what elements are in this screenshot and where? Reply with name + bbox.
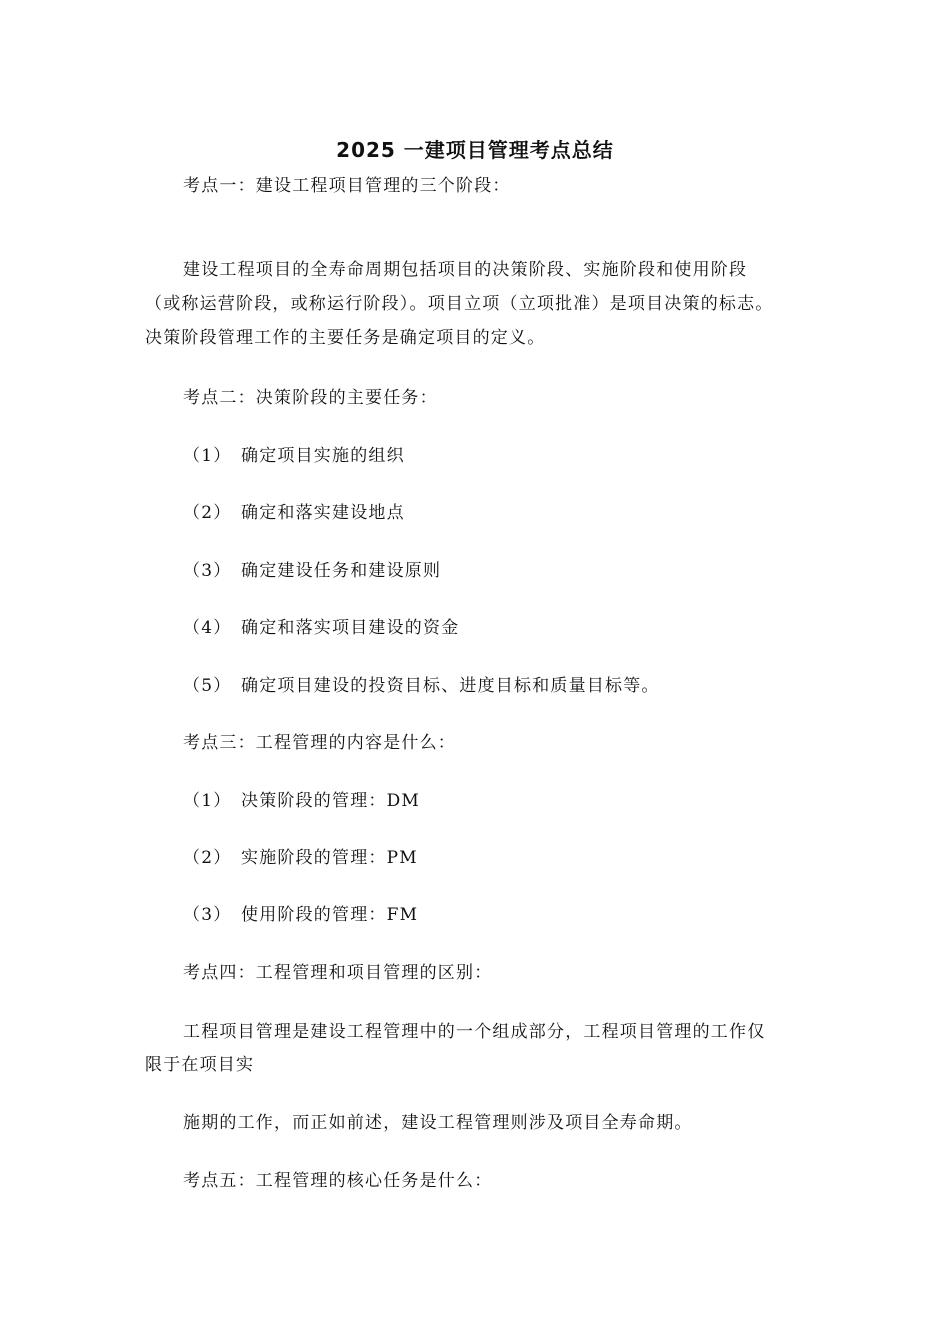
- list-item-number: （3）: [183, 905, 232, 925]
- list-item-text: 实施阶段的管理：PM: [241, 848, 418, 868]
- paragraph-1-line-2: （或称运营阶段，或称运行阶段）。项目立项（立项批准）是项目决策的标志。: [145, 294, 774, 314]
- list-item: [183, 789, 420, 813]
- list-item-text: 确定项目建设的投资目标、进度目标和质量目标等。: [241, 676, 660, 696]
- list-item-number: （2）: [183, 848, 232, 868]
- paragraph-4-line-2: 限于在项目实: [145, 1055, 255, 1075]
- section-heading-2: 考点二：决策阶段的主要任务：: [183, 388, 438, 408]
- list-item-number: （2）: [183, 503, 232, 523]
- list-item: [183, 559, 441, 583]
- list-item-number: （3）: [183, 561, 232, 581]
- page-title: 2025 一建项目管理考点总结: [336, 138, 614, 162]
- paragraph-1-line-1: 建设工程项目的全寿命周期包括项目的决策阶段、实施阶段和使用阶段: [183, 260, 748, 280]
- list-item: [183, 501, 405, 525]
- list-item-number: （1）: [183, 791, 232, 811]
- list-item: [183, 903, 418, 927]
- list-item-number: （5）: [183, 676, 232, 696]
- list-item-text: 使用阶段的管理：FM: [241, 905, 419, 925]
- section-heading-1: 考点一：建设工程项目管理的三个阶段：: [183, 176, 511, 196]
- list-item-text: 确定和落实项目建设的资金: [241, 618, 460, 638]
- list-item-number: （1）: [183, 446, 232, 466]
- list-item-text: 确定项目实施的组织: [241, 446, 405, 466]
- list-item-text: 决策阶段的管理：DM: [241, 791, 421, 811]
- list-item-text: 确定建设任务和建设原则: [241, 561, 442, 581]
- paragraph-4-line-1: 工程项目管理是建设工程管理中的一个组成部分，工程项目管理的工作仅: [183, 1022, 766, 1042]
- paragraph-4-line-3: 施期的工作，而正如前述，建设工程管理则涉及项目全寿命期。: [183, 1113, 693, 1133]
- list-item: [183, 674, 660, 698]
- list-item-text: 确定和落实建设地点: [241, 503, 405, 523]
- section-heading-4: 考点四：工程管理和项目管理的区别：: [183, 963, 493, 983]
- paragraph-1-line-3: 决策阶段管理工作的主要任务是确定项目的定义。: [145, 328, 546, 348]
- list-item: [183, 846, 418, 870]
- section-heading-5: 考点五：工程管理的核心任务是什么：: [183, 1171, 493, 1191]
- list-item: [183, 444, 405, 468]
- list-item: [183, 616, 459, 640]
- section-heading-3: 考点三：工程管理的内容是什么：: [183, 733, 456, 753]
- list-item-number: （4）: [183, 618, 232, 638]
